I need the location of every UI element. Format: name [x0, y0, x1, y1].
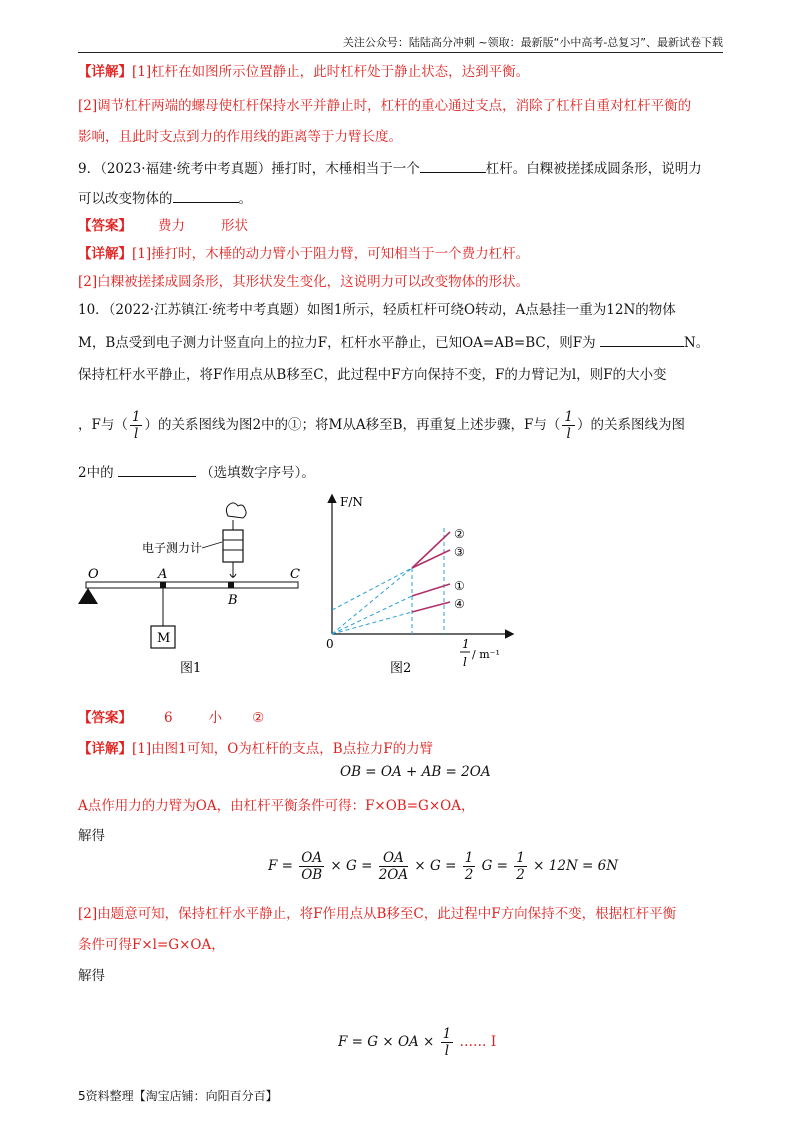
equation-2 [268, 850, 618, 883]
q10-stem-line1: 10．（2022·江苏镇江·统考中考真题）如图1所示，轻质杠杆可绕O转动，A点悬挂一重为12N的物体 [78, 302, 676, 318]
q10-answer1: 6 [164, 710, 173, 726]
q10-answer3: ② [252, 710, 265, 726]
q9-detail-line1 [78, 244, 529, 264]
fulcrum [78, 588, 98, 604]
equation-1: OB = OA + AB = 2OA [340, 764, 491, 780]
origin-label: 0 [326, 637, 334, 651]
x-axis-unit: / m⁻¹ [472, 648, 500, 661]
q9-detail-text1: [1]捶打时，木棰的动力臂小于阻力臂，可知相当于一个费力杠杆。 [132, 246, 530, 262]
q9-stem-part: 杠杆。白粿被搓揉成圆条形，说明力 [485, 161, 702, 177]
eq2-part: G = [481, 858, 508, 874]
q10-stem-part: 2中的 [78, 465, 114, 481]
q9-answer [78, 216, 248, 236]
meter-label-leader [202, 542, 222, 548]
q10-detail-line2: A点作用力的力臂为OA，由杠杆平衡条件可得：F×OB=G×OA， [78, 798, 475, 814]
frac-den: 2OA [378, 867, 409, 883]
q10-stem-line5 [78, 462, 315, 483]
answer-tag: 【答案】 [78, 218, 132, 234]
point-o-label: O [88, 567, 99, 582]
frac-den: l [566, 426, 571, 442]
q8-detail-line1 [78, 62, 529, 82]
eq3-frac [441, 1026, 454, 1059]
frac-den: l [134, 426, 139, 442]
detail-tag: 【详解】 [78, 246, 132, 262]
detail-tag: 【详解】 [78, 64, 132, 80]
solve-label-1: 解得 [78, 828, 105, 844]
q10-detail-line4: 条件可得F×l=G×OA， [78, 937, 225, 953]
equation-3 [338, 1026, 496, 1059]
x-axis-num: 1 [462, 637, 470, 651]
frac-den: OB [301, 867, 323, 883]
figure-1-caption: 图1 [180, 661, 202, 676]
figure-1-lever [78, 500, 308, 678]
q9-answer2: 形状 [221, 218, 248, 234]
q10-stem-part: N。 [683, 335, 710, 351]
q10-detail-line1 [78, 739, 433, 759]
eq2-part: × G = [414, 858, 457, 874]
label-1: ① [454, 579, 465, 593]
q10-stem-part: ）的关系图线为图 [577, 417, 686, 433]
detail-tag: 【详解】 [78, 741, 132, 757]
q9-stem-line1 [78, 158, 702, 179]
solve-label-2: 解得 [78, 968, 105, 984]
page-footer [78, 1087, 278, 1104]
eq2-frac2 [379, 850, 408, 883]
eq2-part: F = [268, 858, 293, 874]
label-3: ③ [454, 545, 465, 559]
eq3-part: F = G × OA × [338, 1034, 435, 1050]
q9-detail-line2: [2]白粿被搓揉成圆条形，其形状发生变化，这说明力可以改变物体的形状。 [78, 274, 530, 290]
frac-den: 2 [516, 867, 525, 883]
eq2-frac1 [299, 850, 324, 883]
electronic-meter [223, 530, 243, 562]
q9-stem-part: 。 [238, 191, 252, 207]
q10-blank2 [118, 462, 196, 477]
eq2-part: × 12N = 6N [533, 858, 619, 874]
q8-detail-text1: [1]杠杆在如图所示位置静止，此时杠杆处于静止状态，达到平衡。 [132, 64, 530, 80]
meter-label: 电子测力计 [142, 541, 203, 555]
figure-2-graph [318, 488, 518, 680]
frac-num: 1 [564, 409, 574, 425]
q9-stem-part: 可以改变物体的 [78, 191, 173, 207]
point-a-mark [160, 582, 166, 588]
x-axis-den: l [463, 655, 467, 669]
q8-detail-line3: 影响，且此时支点到力的作用线的距离等于力臂长度。 [78, 129, 402, 145]
frac-num: OA [379, 850, 408, 867]
page-header: 关注公众号：陆陆高分冲刺 ~领取：最新版“小中高考-总复习”、最新试卷下载 [78, 36, 723, 53]
q10-detail-text1: [1]由图1可知，O为杠杆的支点，B点拉力F的力臂 [132, 741, 434, 757]
figure-2-caption: 图2 [390, 661, 412, 676]
q10-answer [78, 708, 264, 728]
q10-answer2: 小 [208, 710, 223, 726]
frac-num: 1 [516, 850, 525, 866]
q9-answer1: 费力 [158, 218, 185, 234]
footer-text: 资料整理【淘宝店铺：向阳百分百】 [85, 1089, 278, 1103]
q10-blank1 [600, 332, 684, 347]
label-4: ④ [454, 597, 465, 611]
frac-num: OA [301, 850, 323, 866]
page-number: 5 [78, 1089, 86, 1103]
q10-detail-line3: [2]由题意可知，保持杠杆水平静止，将F作用点从B移至C，此过程中F方向保持不变，根据杠杆平衡 [78, 906, 677, 922]
frac-num: 1 [442, 1026, 452, 1042]
eq3-tail: …… Ⅰ [459, 1034, 497, 1050]
label-2: ② [454, 527, 465, 541]
q10-stem-part: M，B点受到电子测力计竖直向上的拉力F，杠杆水平静止，已知OA=AB=BC，则F为 [78, 335, 596, 351]
fraction-one-over-l [562, 409, 575, 442]
q9-stem-part: 9．（2023·福建·统考中考真题）捶打时，木棰相当于一个 [78, 161, 420, 177]
q10-stem-part: ，F与（ [78, 417, 128, 433]
q9-blank1 [420, 158, 486, 173]
frac-den: l [444, 1043, 450, 1059]
y-axis-label: F/N [340, 495, 363, 509]
point-a-label: A [158, 567, 168, 582]
fraction-one-over-l [130, 409, 143, 442]
eq2-part: × G = [330, 858, 373, 874]
q8-detail-line2: [2]调节杠杆两端的螺母使杠杆保持水平并静止时，杠杆的重心通过支点，消除了杠杆自重对杠杆平衡的 [78, 98, 692, 114]
mass-label: M [157, 631, 171, 646]
point-c-label: C [290, 567, 300, 582]
q10-stem-line4 [78, 408, 685, 442]
q10-stem-part: （选填数字序号）。 [200, 465, 315, 481]
eq2-frac3 [463, 850, 476, 883]
dashed-guides [332, 528, 444, 634]
frac-num: 1 [131, 409, 141, 425]
q9-blank2 [173, 188, 239, 203]
frac-den: 2 [464, 867, 474, 883]
q10-stem-line2 [78, 332, 709, 353]
answer-tag: 【答案】 [78, 710, 132, 726]
hand-icon [226, 503, 246, 518]
frac-num: 1 [464, 850, 474, 866]
point-b-label: B [228, 593, 238, 608]
q10-stem-part: ）的关系图线为图2中的①；将M从A移至B，再重复上述步骤，F与（ [144, 417, 561, 433]
eq2-frac4 [514, 850, 527, 883]
q10-stem-line3: 保持杠杆水平静止，将F作用点从B移至C，此过程中F方向保持不变，F的力臂记为l，则F的大小变 [78, 367, 667, 383]
point-b-mark [228, 582, 234, 588]
q9-stem-line2 [78, 188, 252, 209]
lever-bar [86, 582, 298, 588]
